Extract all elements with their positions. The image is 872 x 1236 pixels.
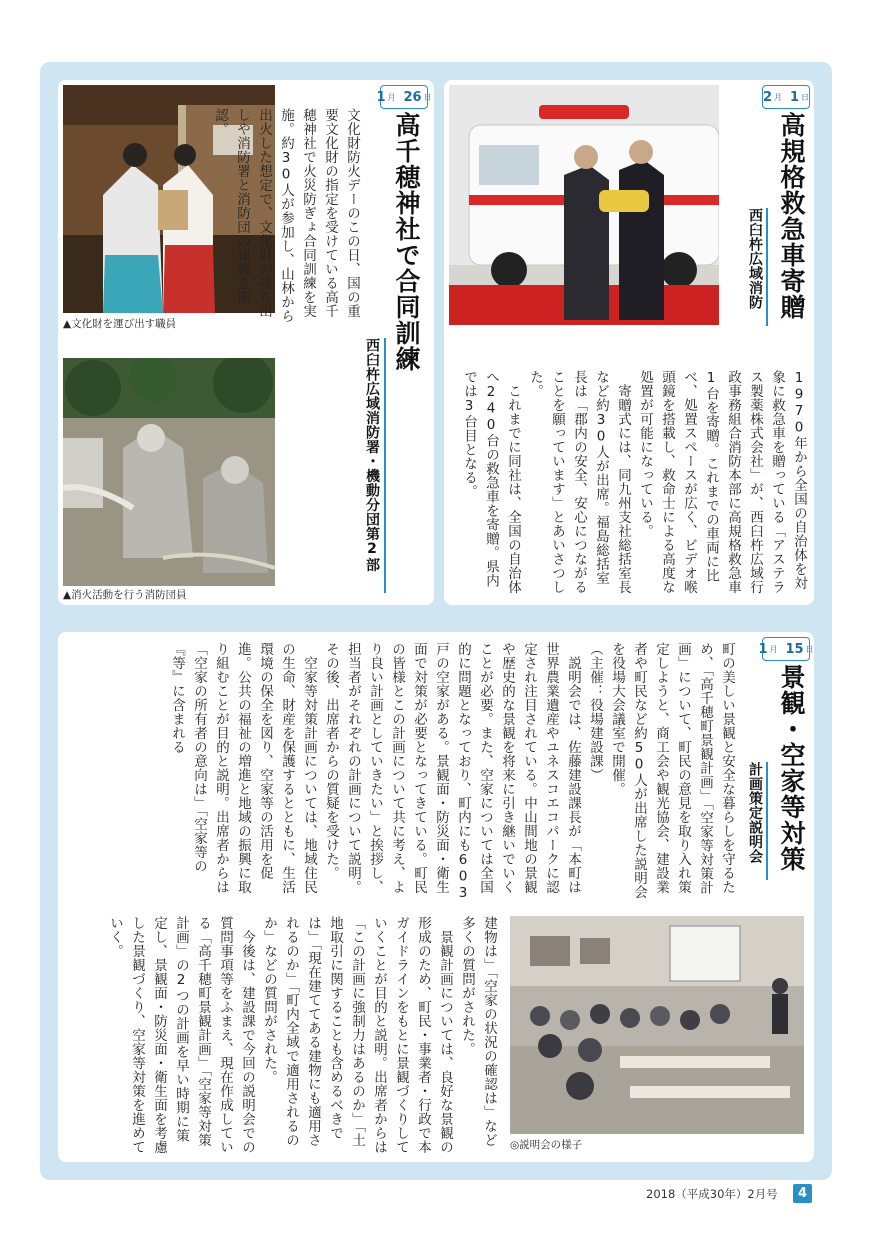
photo-firefighting-drill (63, 358, 275, 586)
article-subtitle: 計画策定説明会 (747, 762, 763, 864)
date-day: 15 (785, 641, 804, 657)
date-badge (762, 85, 810, 109)
subtitle-rule (384, 338, 386, 593)
date-day: 1 (790, 89, 800, 105)
page-number: 4 (793, 1184, 812, 1203)
day-unit: 日 (801, 92, 810, 102)
day-unit: 日 (423, 92, 432, 102)
article-title: 高規格救急車寄贈 (777, 112, 806, 320)
article-shrine-drill (58, 80, 434, 605)
article-subtitle: 西臼杵広域消防署・機動分団第2部 (364, 338, 380, 572)
day-unit: 日 (805, 644, 814, 654)
date-month: 1 (376, 89, 386, 105)
photo-ambulance-key-handover (449, 85, 719, 325)
month-unit: 月 (774, 92, 782, 102)
article-ambulance-donation (444, 80, 814, 605)
photo-briefing-session (510, 916, 804, 1134)
subtitle-rule (766, 208, 768, 326)
date-month: 2 (762, 89, 772, 105)
subtitle-rule (766, 762, 768, 880)
month-unit: 月 (769, 644, 778, 654)
article-body: 1970年から全国の自治体を対象に救急車を贈っている「アステラス製薬株式会社」が、西臼杵広域行政事務組合消防本部に高規格救急車1台を寄贈。これまでの車両に比べ、処置スペースが広く、ビデオ喉頭鏡を搭載し、救命士による高度な処置が可能になっている。 寄贈式には、同九州支社総括室長など約30人が出席。福島総括室長は「郡内の安全、安心につながることを願っています」とあいさつした。 これまでに同社は、全国の自治体へ240台の救急車を寄贈。県内では3台目となる。 (461, 370, 807, 594)
date-month: 1 (758, 641, 768, 657)
date-day: 26 (403, 89, 422, 105)
caption-briefing-session: ◎説明会の様子 (510, 1139, 583, 1151)
article-title: 高千穂神社で合同訓練 (392, 112, 421, 372)
caption-firefighting-drill: ▲消火活動を行う消防団員 (63, 589, 187, 601)
date-badge (758, 637, 814, 661)
article-body: 文化財防火デーのこの日、国の重要文化財の指定を受けている高千穂神社で火災防ぎょ合同訓練を実施。約30人が参加し、山林から出火した想定で、文化財の持ち出しや消防署と消防団の連携を確認。 (212, 108, 360, 323)
article-subtitle: 西臼杵広域消防 (747, 208, 763, 310)
date-badge (376, 85, 432, 109)
article-title: 景観・空家等対策 (777, 664, 806, 872)
article-body-bottom: 建物は」「空家の状況の確認は」など多くの質問がされた。 景観計画については、良好な景観の形成のため、町民・事業者・行政で本ガイドラインをもとに景観づくりしていくことが目的と説明。出席者からは「この計画に強制力はあるのか」「土地取引に関することも含めるべきでは」「現在建ててある建物にも適用されるのか」「町内全域で適用されるのか」などの質問がされた。 今後は、建設課で今回の説明会での質問事項等をふまえ、現在作成している「高千穂町景観計画」「空家等対策計画」の2つの計画を早い時期に策定し、景観面・防災面・衛生面を考慮した景観づくり、空家等対策を進めていく。 (107, 916, 497, 1154)
article-landscape-vacant-house (58, 632, 814, 1162)
article-body-top: 町の美しい景観と安全な暮らしを守るため、「高千穂町景観計画」「空家等対策計画」について、町民の意見を取り入れ策定しようと、商工会や観光協会、建設業者や町民など約50人が出席した説明会を役場大会議室で開催。 （主催：役場建設課） 説明会では、佐藤建設課長が「本町は世界農業遺産やユネスコエコパークに認定され注目されている。中山間地の景観や歴史的な景観を将来に引き継いでいくことが必要。また、空家については全国的に問題となっており、町内にも603戸の空家がある。景観面・防災面・衛生面で対策が必要となってきている。町民の皆様とこの計画について共に考え、より良い計画としていきたい」と挨拶し、担当者がそれぞれの計画について説明。その後、出席者からの質疑を受けた。 空家等対策計画については、地域住民の生命、財産を保護するとともに、生活環境の保全を図り、空家等の活用を促進。公共の福祉の増進と地域の振興に取り組むことが目的と説明。出席者からは「空家の所有者の意向は」「空家等の『等』に含まれる (169, 642, 735, 902)
month-unit: 月 (387, 92, 396, 102)
issue-label: 2018（平成30年）2月号 (646, 1187, 778, 1201)
caption-carrying-cultural-property: ▲文化財を運び出す職員 (63, 318, 177, 330)
